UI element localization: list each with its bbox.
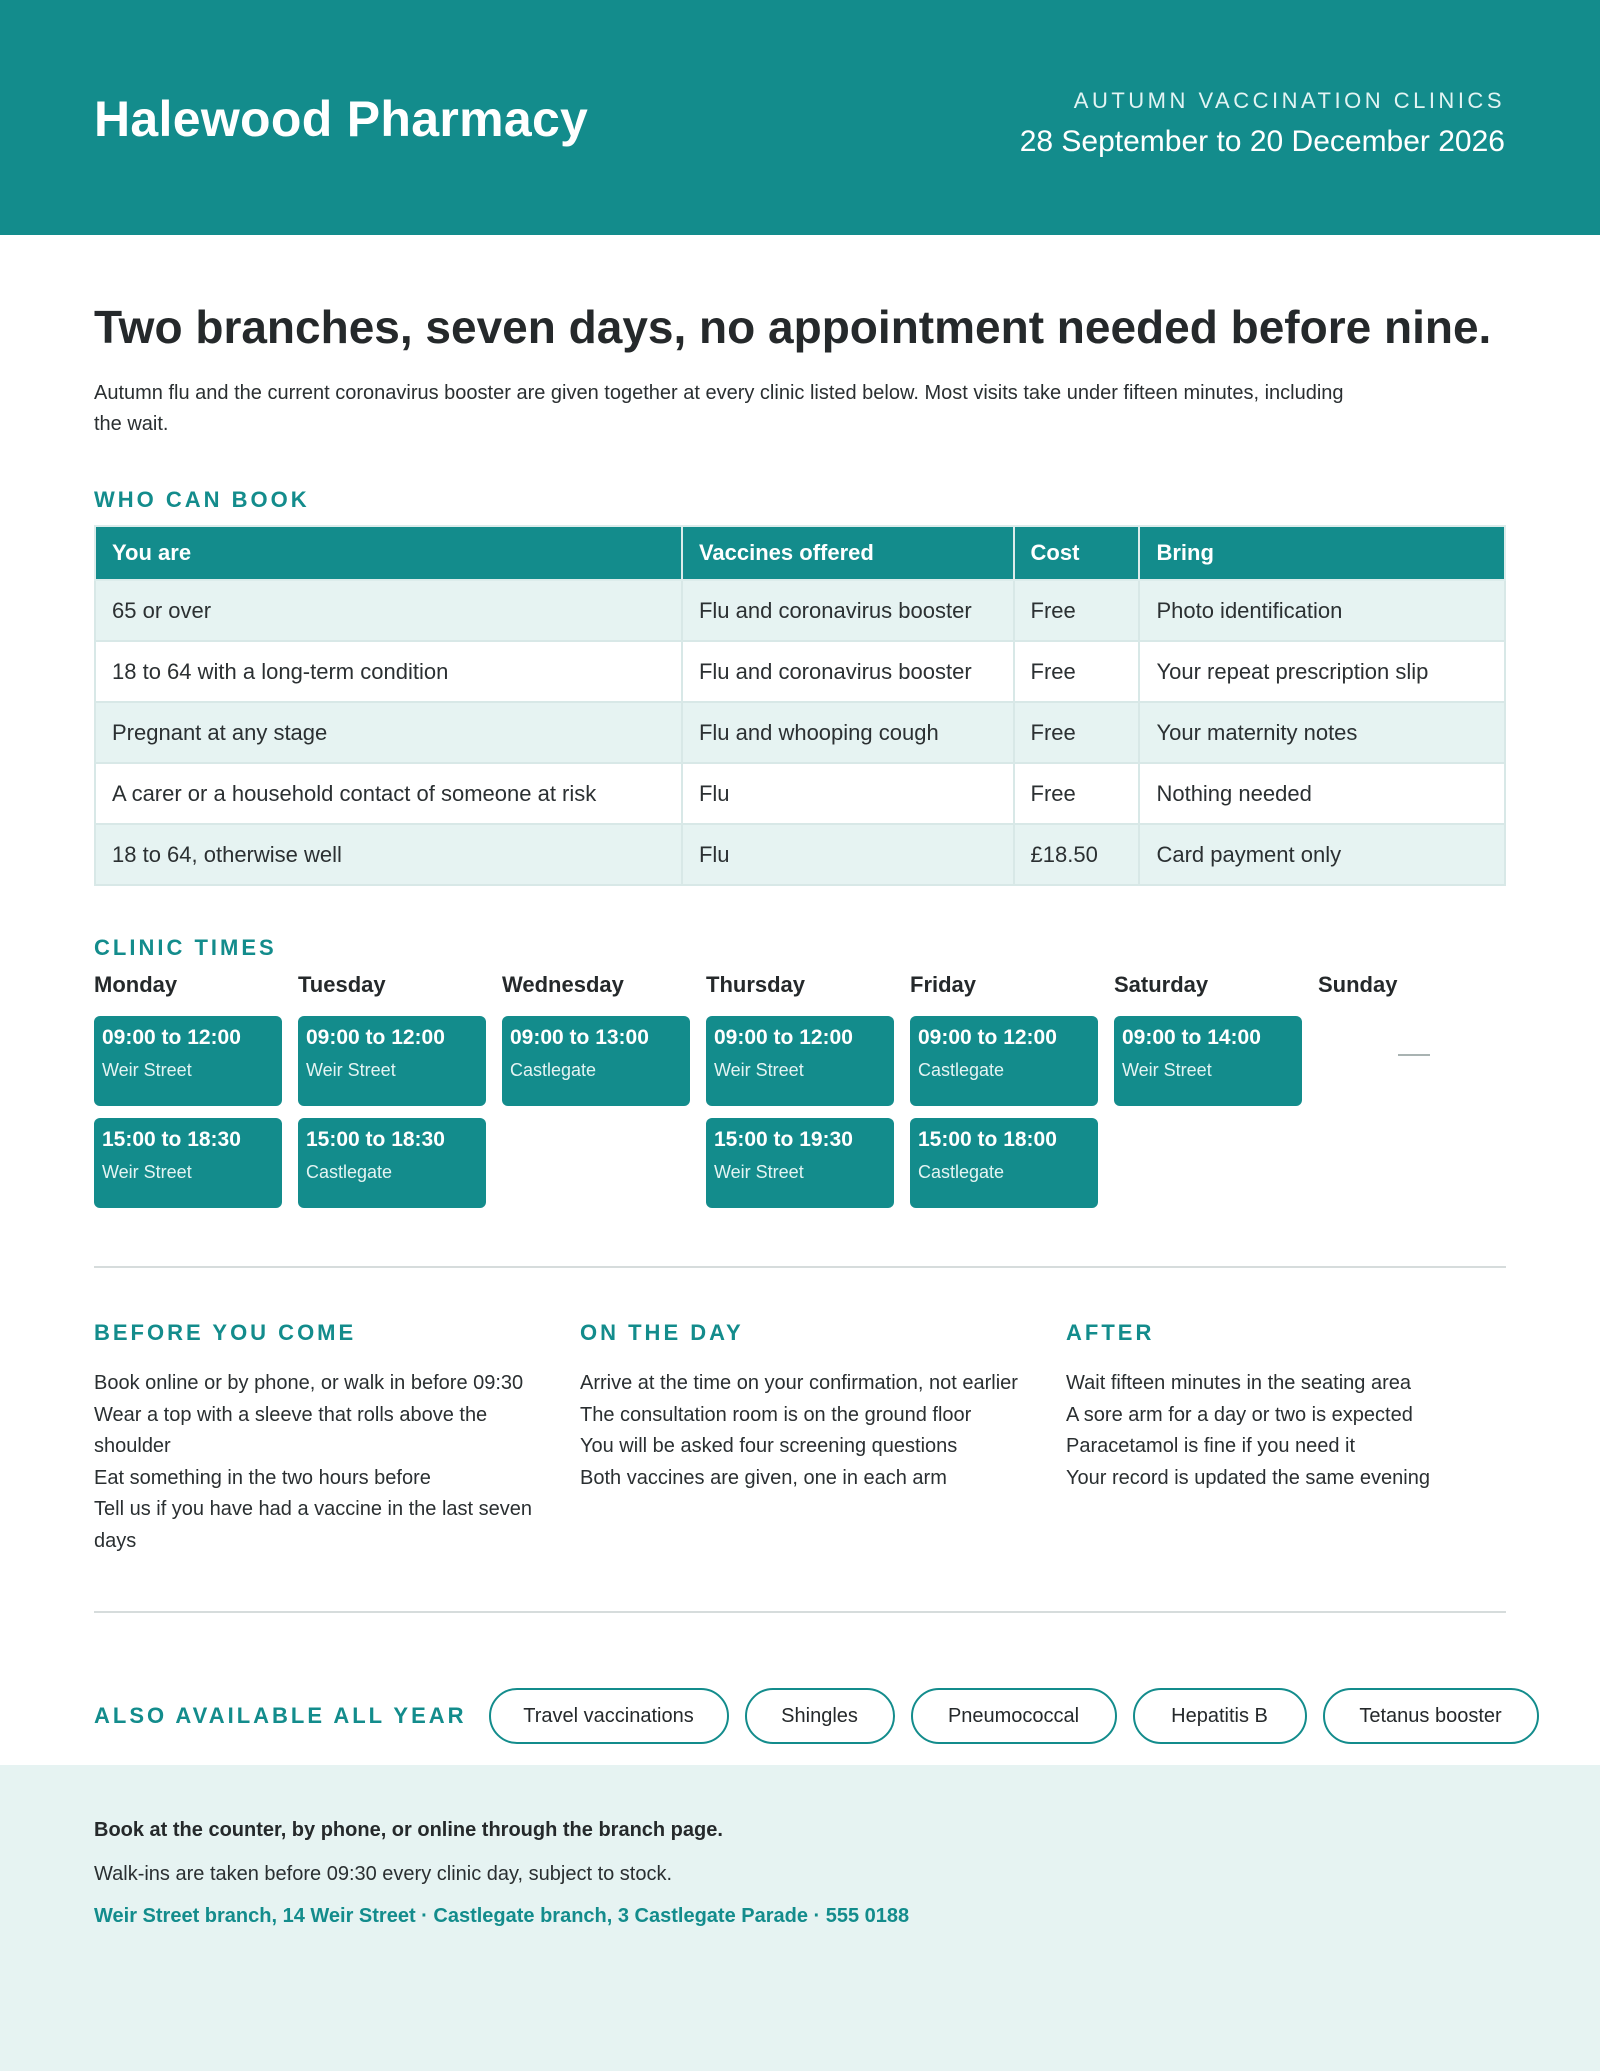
- booking-info: Book at the counter, by phone, or online through the branch page.: [94, 1819, 723, 1841]
- list-item: Eat something in the two hours before: [94, 1466, 431, 1489]
- service-pill[interactable]: Hepatitis B: [1133, 1688, 1307, 1744]
- slot-time: 09:00 to 14:00: [1122, 1026, 1261, 1049]
- who-can-book-label: WHO CAN BOOK: [94, 487, 310, 512]
- page-headline: Two branches, seven days, no appointment needed before nine.: [94, 301, 1492, 353]
- list-item: The consultation room is on the ground floor: [580, 1403, 972, 1426]
- slot-branch: Weir Street: [102, 1060, 192, 1080]
- table-cell: Pregnant at any stage: [95, 702, 682, 763]
- table-cell: Nothing needed: [1139, 763, 1505, 824]
- slot-time: 09:00 to 12:00: [714, 1026, 853, 1049]
- dash-icon: [1398, 1054, 1430, 1056]
- list-item: A sore arm for a day or two is expected: [1066, 1403, 1413, 1426]
- list-item: Wait fifteen minutes in the seating area: [1066, 1372, 1411, 1394]
- slot-time: 15:00 to 18:30: [102, 1128, 241, 1151]
- slot-branch: Weir Street: [1122, 1060, 1212, 1080]
- branch-contacts: Weir Street branch, 14 Weir Street · Castlegate branch, 3 Castlegate Parade · 555 0188: [94, 1905, 910, 1927]
- slot-time: 09:00 to 12:00: [918, 1026, 1057, 1049]
- slot-time: 09:00 to 12:00: [306, 1026, 445, 1049]
- table-cell: Card payment only: [1139, 824, 1505, 885]
- clinic-slot[interactable]: [1114, 1016, 1302, 1106]
- slot-time: 15:00 to 19:30: [714, 1128, 853, 1151]
- intro-text: Autumn flu and the current coronavirus booster are given together at every clinic listed below. Most visits take under fifteen minutes, including the wait.: [94, 382, 1344, 435]
- table-cell: A carer or a household contact of someone at risk: [95, 763, 682, 824]
- table-row: [95, 641, 1505, 702]
- column-header: Cost: [1014, 526, 1140, 580]
- slot-branch: Castlegate: [306, 1162, 393, 1182]
- table-cell: Flu: [682, 763, 1014, 824]
- table-cell: Free: [1014, 580, 1140, 641]
- slot-branch: Castlegate: [918, 1162, 1005, 1182]
- day-monday: [94, 972, 298, 1220]
- slot-time: 09:00 to 12:00: [102, 1026, 241, 1049]
- list-item: Tell us if you have had a vaccine in the last seven days: [94, 1498, 533, 1552]
- clinic-times-label: CLINIC TIMES: [94, 935, 277, 960]
- day-saturday: [1114, 972, 1318, 1220]
- on-the-day-list: [580, 1368, 1020, 1494]
- slot-branch: Weir Street: [102, 1162, 192, 1182]
- list-item: Paracetamol is fine if you need it: [1066, 1435, 1356, 1457]
- clinic-slot[interactable]: [910, 1016, 1098, 1106]
- service-pill[interactable]: Shingles: [745, 1688, 895, 1744]
- day-wednesday: [502, 972, 706, 1220]
- table-cell: Photo identification: [1139, 580, 1505, 641]
- clinic-slot[interactable]: [706, 1016, 894, 1106]
- table-cell: Free: [1014, 641, 1140, 702]
- list-item: Both vaccines are given, one in each arm: [580, 1466, 947, 1489]
- table-cell: 65 or over: [95, 580, 682, 641]
- campaign-dates: 28 September to 20 December 2026: [1019, 125, 1505, 158]
- clinic-slot[interactable]: [94, 1016, 282, 1106]
- campaign-title: AUTUMN VACCINATION CLINICS: [1073, 88, 1505, 113]
- after-column: [1066, 1320, 1506, 1494]
- table-row: [95, 763, 1505, 824]
- service-pill[interactable]: Tetanus booster: [1323, 1688, 1539, 1744]
- eligibility-table: [94, 525, 1506, 886]
- before-you-come-column: [94, 1320, 534, 1557]
- on-the-day-column: [580, 1320, 1020, 1494]
- clinic-schedule: [94, 972, 1514, 1220]
- service-pill[interactable]: Pneumococcal: [911, 1688, 1117, 1744]
- before-you-come-list: [94, 1368, 534, 1557]
- slot-branch: Weir Street: [306, 1060, 396, 1080]
- column-header: Bring: [1139, 526, 1505, 580]
- slot-time: 15:00 to 18:30: [306, 1128, 445, 1151]
- table-cell: 18 to 64, otherwise well: [95, 824, 682, 885]
- walk-in-info: Walk-ins are taken before 09:30 every clinic day, subject to stock.: [94, 1863, 673, 1885]
- list-item: You will be asked four screening questions: [580, 1435, 958, 1457]
- day-friday: [910, 972, 1114, 1220]
- on-the-day-label: ON THE DAY: [580, 1320, 744, 1345]
- after-label: AFTER: [1066, 1320, 1155, 1345]
- day-name: Wednesday: [502, 972, 624, 997]
- table-cell: Your maternity notes: [1139, 702, 1505, 763]
- table-cell: Free: [1014, 702, 1140, 763]
- slot-time: 09:00 to 13:00: [510, 1026, 649, 1049]
- also-available: [94, 1688, 1539, 1744]
- page-footer: [0, 1765, 1600, 2071]
- table-row: [95, 702, 1505, 763]
- service-pill[interactable]: Travel vaccinations: [489, 1688, 729, 1744]
- day-name: Monday: [94, 972, 178, 997]
- day-sunday: [1318, 972, 1522, 1220]
- list-item: Arrive at the time on your confirmation, not earlier: [580, 1372, 1018, 1394]
- list-item: Book online or by phone, or walk in before 09:30: [94, 1372, 524, 1394]
- table-cell: Flu: [682, 824, 1014, 885]
- table-row: [95, 824, 1505, 885]
- divider: [94, 1266, 1506, 1268]
- pharmacy-name: Halewood Pharmacy: [94, 91, 589, 147]
- day-name: Thursday: [706, 972, 806, 997]
- slot-time: 15:00 to 18:00: [918, 1128, 1057, 1151]
- table-cell: Your repeat prescription slip: [1139, 641, 1505, 702]
- no-clinic: [1318, 1016, 1506, 1106]
- day-name: Sunday: [1318, 972, 1398, 997]
- clinic-slot[interactable]: [706, 1118, 894, 1208]
- table-cell: Flu and whooping cough: [682, 702, 1014, 763]
- day-thursday: [706, 972, 910, 1220]
- page-header: [0, 0, 1600, 235]
- clinic-slot[interactable]: [298, 1016, 486, 1106]
- slot-branch: Castlegate: [918, 1060, 1005, 1080]
- column-header: Vaccines offered: [682, 526, 1014, 580]
- table-header-row: [95, 526, 1505, 580]
- table-cell: £18.50: [1014, 824, 1140, 885]
- list-item: Your record is updated the same evening: [1066, 1466, 1430, 1489]
- also-available-label: ALSO AVAILABLE ALL YEAR: [94, 1703, 467, 1728]
- slot-branch: Weir Street: [714, 1060, 804, 1080]
- list-item: Wear a top with a sleeve that rolls above the shoulder: [94, 1403, 488, 1457]
- day-name: Saturday: [1114, 972, 1209, 997]
- table-cell: Flu and coronavirus booster: [682, 580, 1014, 641]
- table-cell: Flu and coronavirus booster: [682, 641, 1014, 702]
- clinic-slot[interactable]: [910, 1118, 1098, 1208]
- table-cell: 18 to 64 with a long-term condition: [95, 641, 682, 702]
- slot-branch: Castlegate: [510, 1060, 597, 1080]
- day-tuesday: [298, 972, 502, 1220]
- table-row: [95, 580, 1505, 641]
- before-you-come-label: BEFORE YOU COME: [94, 1320, 357, 1345]
- column-header: You are: [95, 526, 682, 580]
- divider: [94, 1611, 1506, 1613]
- clinic-slot[interactable]: [502, 1016, 690, 1106]
- after-list: [1066, 1368, 1506, 1494]
- clinic-slot[interactable]: [94, 1118, 282, 1208]
- day-name: Tuesday: [298, 972, 386, 997]
- table-cell: Free: [1014, 763, 1140, 824]
- clinic-slot[interactable]: [298, 1118, 486, 1208]
- day-name: Friday: [910, 972, 977, 997]
- slot-branch: Weir Street: [714, 1162, 804, 1182]
